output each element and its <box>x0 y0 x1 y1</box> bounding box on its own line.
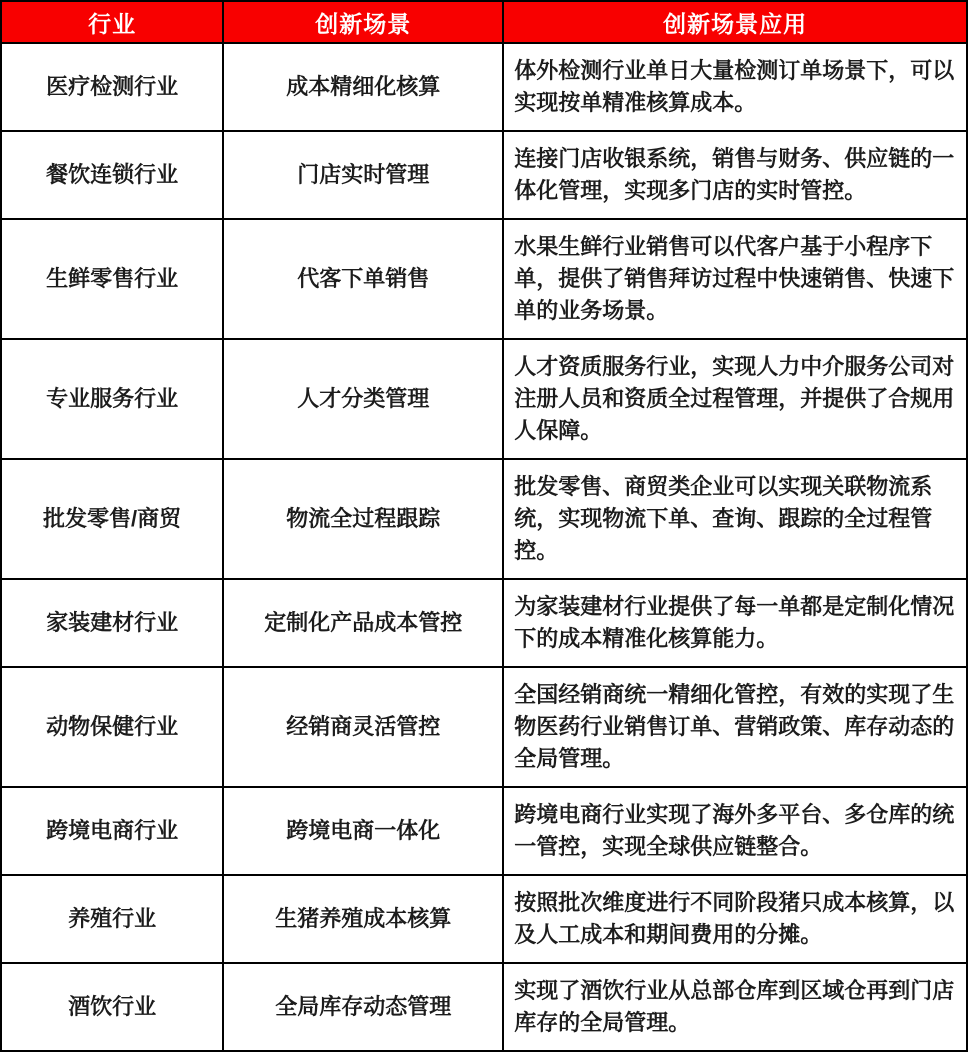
header-row <box>1 1 967 43</box>
industry-cell: 医疗检测行业 <box>1 43 223 131</box>
scenario-cell: 人才分类管理 <box>223 339 503 459</box>
table-row <box>1 579 967 667</box>
scenario-cell: 全局库存动态管理 <box>223 963 503 1051</box>
table-row <box>1 459 967 579</box>
industry-cell: 餐饮连锁行业 <box>1 131 223 219</box>
scenario-cell: 定制化产品成本管控 <box>223 579 503 667</box>
application-cell: 为家装建材行业提供了每一单都是定制化情况下的成本精准化核算能力。 <box>503 579 967 667</box>
header-industry: 行业 <box>1 1 223 43</box>
table-row <box>1 219 967 339</box>
application-cell: 跨境电商行业实现了海外多平台、多仓库的统一管控，实现全球供应链整合。 <box>503 787 967 875</box>
scenario-cell: 门店实时管理 <box>223 131 503 219</box>
header-scenario: 创新场景 <box>223 1 503 43</box>
scenario-cell: 跨境电商一体化 <box>223 787 503 875</box>
scenario-cell: 经销商灵活管控 <box>223 667 503 787</box>
table-row <box>1 43 967 131</box>
table-row <box>1 339 967 459</box>
industry-cell: 酒饮行业 <box>1 963 223 1051</box>
industry-cell: 动物保健行业 <box>1 667 223 787</box>
industry-cell: 生鲜零售行业 <box>1 219 223 339</box>
scenario-cell: 成本精细化核算 <box>223 43 503 131</box>
scenario-cell: 生猪养殖成本核算 <box>223 875 503 963</box>
industry-cell: 养殖行业 <box>1 875 223 963</box>
scenario-cell: 代客下单销售 <box>223 219 503 339</box>
table-row <box>1 875 967 963</box>
industry-cell: 专业服务行业 <box>1 339 223 459</box>
industry-cell: 跨境电商行业 <box>1 787 223 875</box>
application-cell: 人才资质服务行业，实现人力中介服务公司对注册人员和资质全过程管理，并提供了合规用人保障。 <box>503 339 967 459</box>
application-cell: 实现了酒饮行业从总部仓库到区域仓再到门店库存的全局管理。 <box>503 963 967 1051</box>
header-application: 创新场景应用 <box>503 1 967 43</box>
table-body <box>1 43 967 1051</box>
industry-cell: 批发零售/商贸 <box>1 459 223 579</box>
application-cell: 全国经销商统一精细化管控，有效的实现了生物医药行业销售订单、营销政策、库存动态的全局管理。 <box>503 667 967 787</box>
table-row <box>1 667 967 787</box>
industry-cell: 家装建材行业 <box>1 579 223 667</box>
application-cell: 按照批次维度进行不同阶段猪只成本核算，以及人工成本和期间费用的分摊。 <box>503 875 967 963</box>
application-cell: 批发零售、商贸类企业可以实现关联物流系统，实现物流下单、查询、跟踪的全过程管控。 <box>503 459 967 579</box>
application-cell: 连接门店收银系统，销售与财务、供应链的一体化管理，实现多门店的实时管控。 <box>503 131 967 219</box>
application-cell: 体外检测行业单日大量检测订单场景下，可以实现按单精准核算成本。 <box>503 43 967 131</box>
table-row <box>1 131 967 219</box>
table-header <box>1 1 967 43</box>
scenario-cell: 物流全过程跟踪 <box>223 459 503 579</box>
application-cell: 水果生鲜行业销售可以代客户基于小程序下单，提供了销售拜访过程中快速销售、快速下单的业务场景。 <box>503 219 967 339</box>
table-row <box>1 963 967 1051</box>
table-row <box>1 787 967 875</box>
